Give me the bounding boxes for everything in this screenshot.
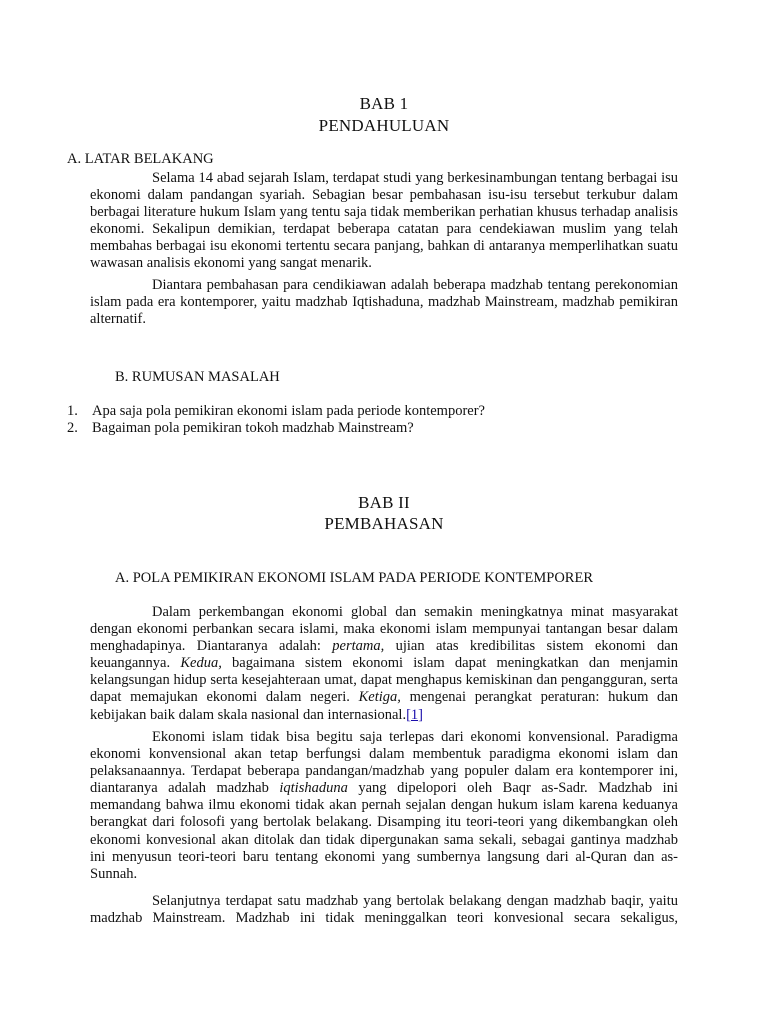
latar-paragraph-1: Selama 14 abad sejarah Islam, terdapat studi yang berkesinambungan tentang berbagai isu ekonomi dalam pandangan syariah. Sebagian besar pembahasan isu-isu tersebut terkubur dalam berbagai literature hukum Islam yang tentu saja tidak memberikan perhatian khusus terhadap analisis ekonomi. Sekalipun demikian, terdapat beberapa catatan para cendekiawan muslim yang telah membahas berbagai isu ekonomi tertentu secara panjang, bahkan di antaranya memperlihatkan suatu wawasan analisis ekonomi yang sangat menarik. xyxy=(90,170,678,272)
list-item-text: Apa saja pola pemikiran ekonomi islam pada periode kontemporer? xyxy=(92,403,485,419)
emphasis-pertama: pertama, xyxy=(332,638,385,655)
pola-paragraph-3: Selanjutnya terdapat satu madzhab yang bertolak belakang dengan madzhab baqir, yaitu madzhab Mainstream. Madzhab ini tidak meninggalkan teori konvesional secara sekaligus, xyxy=(90,893,678,927)
rumusan-list xyxy=(67,403,485,438)
text-span: Dalam perkembangan ekonomi global dan semakin meningkatnya minat masyarakat dengan ekonomi perbankan secara islami, maka ekonomi islam mempunyai tantangan besar dalam menghadapinya. Diantaranya adalah: xyxy=(90,604,678,655)
footnote-link[interactable]: [1] xyxy=(406,706,423,723)
text-span: yang dipelopori oleh Baqr as-Sadr. Madzhab ini memandang bahwa ilmu ekonomi tidak akan pernah sejalan dengan hukum islam karena keduanya berangkat dari folosofi yang bertolak belakang. Disamping itu teori-teori yang dikembangkan oleh ekonomi konvesional akan ditolak dan tidak dipergunakan sama sekali, sebagai gantinya madzhab ini menyusun teori-teori baru tentang ekonomi yang sumbernya langsung dari al-Quran dan as-Sunnah. xyxy=(90,780,678,882)
list-item xyxy=(67,403,485,420)
pola-pemikiran-heading: A. POLA PEMIKIRAN EKONOMI ISLAM PADA PERIODE KONTEMPORER xyxy=(115,570,593,586)
latar-paragraph-2: Diantara pembahasan para cendikiawan adalah beberapa madzhab tentang perekonomian islam pada era kontemporer, yaitu madzhab Iqtishaduna, madzhab Mainstream, madzhab pemikiran alternatif. xyxy=(90,277,678,328)
text-span: mengenai perangkat peraturan: hukum dan kebijakan baik dalam skala nasional dan internasional. xyxy=(90,689,678,723)
list-item xyxy=(67,420,485,437)
emphasis-iqtishaduna: iqtishaduna xyxy=(279,780,348,797)
text-span: Ekonomi islam tidak bisa begitu saja terlepas dari ekonomi konvensional. Paradigma ekonomi konvensional akan tetap berfungsi dalam membentuk paradigma ekonomi islam dan pelaksanaannya. Terdapat beberapa pandangan/madzhab yang populer dalam era kontemporer ini, diantaranya adalah madzhab xyxy=(90,729,678,797)
bab1-title: BAB 1 xyxy=(359,94,409,113)
emphasis-ketiga: Ketiga, xyxy=(358,689,401,706)
pola-paragraph-2 xyxy=(90,729,678,883)
latar-belakang-heading: A. LATAR BELAKANG xyxy=(67,151,214,167)
bab2-title: BAB II xyxy=(358,493,410,512)
list-item-number: 1. xyxy=(67,403,78,419)
emphasis-kedua: Kedua, xyxy=(180,655,222,672)
list-item-number: 2. xyxy=(67,420,78,437)
list-item-text: Bagaiman pola pemikiran tokoh madzhab Mainstream? xyxy=(92,420,414,437)
rumusan-masalah-heading: B. RUMUSAN MASALAH xyxy=(115,369,280,385)
pola-paragraph-1 xyxy=(90,604,678,724)
text-span: ujian atas kredibilitas sistem ekonomi dan keuangannya. xyxy=(90,638,678,672)
bab2-subtitle: PEMBAHASAN xyxy=(324,514,444,533)
text-span: bagaimana sistem ekonomi islam dapat meningkatkan dan menjamin kelangsungan hidup serta kesejahteraan umat, dapat menghapus kemiskinan dan pengangguran, serta dapat memajukan ekonomi dalam negeri. xyxy=(90,655,679,706)
bab1-subtitle: PENDAHULUAN xyxy=(318,116,450,135)
